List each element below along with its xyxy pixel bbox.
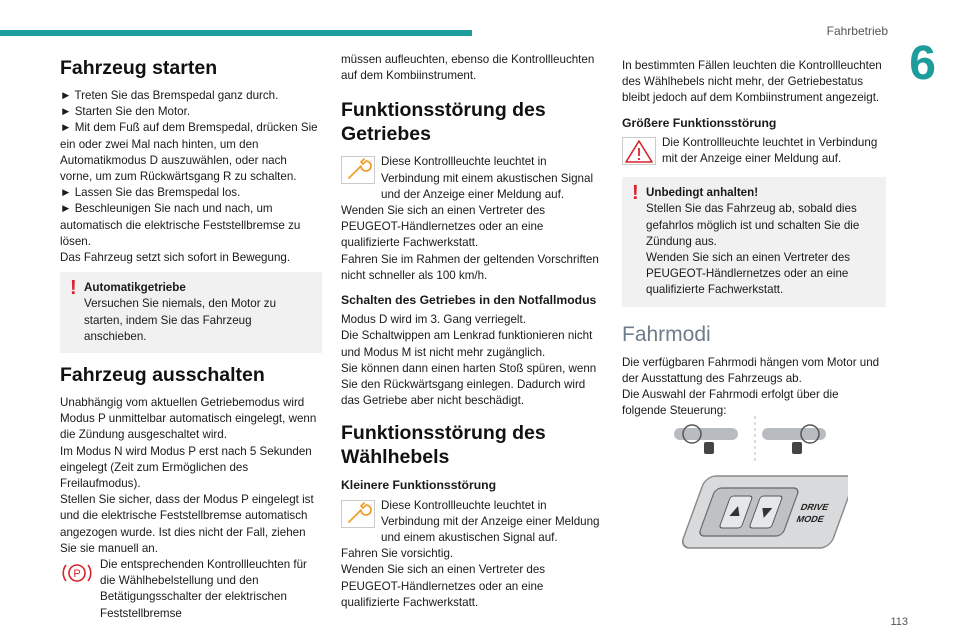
steering-wheel-left-icon (674, 425, 738, 454)
start-line-3: ► Mit dem Fuß auf dem Bremspedal, drücken Sie ein oder zwei Mal nach hinten, um den Automatikmodus D auszuwählen, oder nach vorne, um zum Rückwärtsgang R zu schalten. (60, 121, 318, 184)
stop-line-1: Unabhängig vom aktuellen Getriebemodus wird Modus P unmittelbar automatisch eingelegt, wenn die Zündung ausgeschaltet wird. (60, 396, 317, 442)
start-line-1: ► Treten Sie das Bremspedal ganz durch. (60, 89, 279, 102)
emergency-line-1: Modus D wird im 3. Gang verriegelt. (341, 313, 526, 327)
minor-line-2: Wenden Sie sich an einen Vertreter des PEUGEOT-Händlernetzes oder an eine qualifizierte Fachwerkstatt. (341, 563, 546, 609)
gearbox-icon-text: Diese Kontrollleuchte leuchtet in Verbindung mit einem akustischen Signal und der Anzeige einer Meldung auf. (381, 155, 594, 201)
steering-wheel-right-icon (762, 425, 826, 454)
gearbox-line-2: Fahren Sie im Rahmen der geltenden Vorschriften nicht schneller als 100 km/h. (341, 252, 599, 282)
stop-line-2: Im Modus N wird Modus P erst nach 5 Sekunden eingelegt (Zeit zum Ermöglichen des Freilaufmodus). (60, 444, 312, 491)
drive-mode-switch (680, 476, 848, 548)
switch-label-mode: MODE (795, 514, 826, 524)
continued-text: müssen aufleuchten, ebenso die Kontrollleuchten auf dem Kombiinstrument. (341, 53, 595, 83)
warning-box-automatic (60, 272, 322, 353)
mode-line-1: Die verfügbaren Fahrmodi hängen vom Motor und der Ausstattung des Fahrzeugs ab. (622, 355, 880, 385)
exclamation-icon: ! (632, 182, 639, 205)
heading-drive-modes: Fahrmodi (622, 322, 711, 346)
start-line-6: Das Fahrzeug setzt sich sofort in Bewegung. (60, 251, 291, 265)
stop-icon-text: Die entsprechenden Kontrollleuchten für die Wählhebelstellung und den Betätigungsschalter der elektrischen Feststellbremse (100, 558, 307, 620)
wrench-icon (341, 156, 375, 184)
warning-box-stop (622, 177, 886, 306)
heading-gearbox-fault: Funktionsstörung des Getriebes (341, 99, 546, 146)
drive-mode-switch-illustration (658, 416, 848, 576)
gearbox-indicator-line (341, 154, 603, 203)
column-2 (341, 52, 603, 611)
column-3 (622, 52, 886, 419)
major-fault-indicator-line (622, 135, 886, 167)
wrench-icon (341, 500, 375, 528)
switch-label-drive: DRIVE (799, 502, 831, 512)
column-1 (60, 52, 322, 622)
warning-title: Automatikgetriebe (84, 281, 186, 295)
mode-line-2: Die Auswahl der Fahrmodi erfolgt über die folgende Steuerung: (622, 388, 839, 418)
heading-start: Fahrzeug starten (60, 57, 218, 79)
heading-minor-fault: Kleinere Funktionsstörung (341, 478, 497, 493)
heading-major-fault: Größere Funktionsstörung (622, 115, 777, 130)
exclamation-icon: ! (70, 277, 77, 300)
minor-line-1: Fahren Sie vorsichtig. (341, 547, 454, 561)
start-line-4: ► Lassen Sie das Bremspedal los. (60, 186, 241, 200)
warning-stop-line-1: Stellen Sie das Fahrzeug ab, sobald dies gefahrlos möglich ist und schalten Sie die Zündung aus. (646, 202, 860, 248)
parking-brake-icon (60, 559, 94, 587)
warning-stop-line-2: Wenden Sie sich an einen Vertreter des PEUGEOT-Händlernetzes oder an eine qualifizierte Fachwerkstatt. (646, 251, 851, 297)
minor-fault-indicator-line (341, 498, 603, 547)
chapter-number: 6 (909, 37, 936, 90)
start-line-5: ► Beschleunigen Sie nach und nach, um automatisch die elektrische Feststellbremse zu lösen. (60, 202, 301, 248)
gearbox-line-1: Wenden Sie sich an einen Vertreter des PEUGEOT-Händlernetzes oder an eine qualifizierte Fachwerkstatt. (341, 204, 546, 250)
warning-triangle-icon (622, 137, 656, 165)
major-icon-text: Die Kontrollleuchte leuchtet in Verbindung mit der Anzeige einer Meldung auf. (662, 135, 878, 166)
heading-emergency-mode: Schalten des Getriebes in den Notfallmodus (341, 293, 597, 308)
heading-lever-fault: Funktionsstörung des Wählhebels (341, 422, 546, 469)
emergency-line-3: Sie können dann einen harten Stoß spüren, wenn Sie den Rückwärtsgang einlegen. Dadurch wird das Getriebe aber nicht beschädigt. (341, 361, 597, 408)
intro-text: In bestimmten Fällen leuchten die Kontrollleuchten des Wählhebels nicht mehr, der Getriebestatus bleibt jedoch auf dem Kombiinstrument angezeigt. (622, 59, 882, 105)
warning-stop-title: Unbedingt anhalten! (646, 186, 759, 200)
svg-text:P: P (73, 568, 81, 581)
minor-icon-text: Diese Kontrollleuchte leuchtet in Verbindung mit der Anzeige einer Meldung und einem akustischen Signal auf. (381, 498, 600, 545)
stop-line-3: Stellen Sie sicher, dass der Modus P eingelegt ist und die elektrische Feststellbremse automatisch angezogen wurde. Ist dies nicht der Fall, ziehen Sie sie manuell an. (60, 493, 314, 555)
heading-stop: Fahrzeug ausschalten (60, 364, 265, 387)
start-line-2: ► Starten Sie den Motor. (60, 105, 191, 119)
parking-brake-indicator-line (60, 557, 322, 622)
section-label: Fahrbetrieb (826, 24, 888, 38)
warning-text: Versuchen Sie niemals, den Motor zu starten, indem Sie das Fahrzeug anschieben. (84, 297, 277, 343)
header-accent-bar (0, 30, 472, 36)
page-number: 113 (890, 616, 908, 628)
emergency-line-2: Die Schaltwippen am Lenkrad funktionieren nicht und Modus M ist nicht mehr zugänglich. (341, 329, 593, 359)
